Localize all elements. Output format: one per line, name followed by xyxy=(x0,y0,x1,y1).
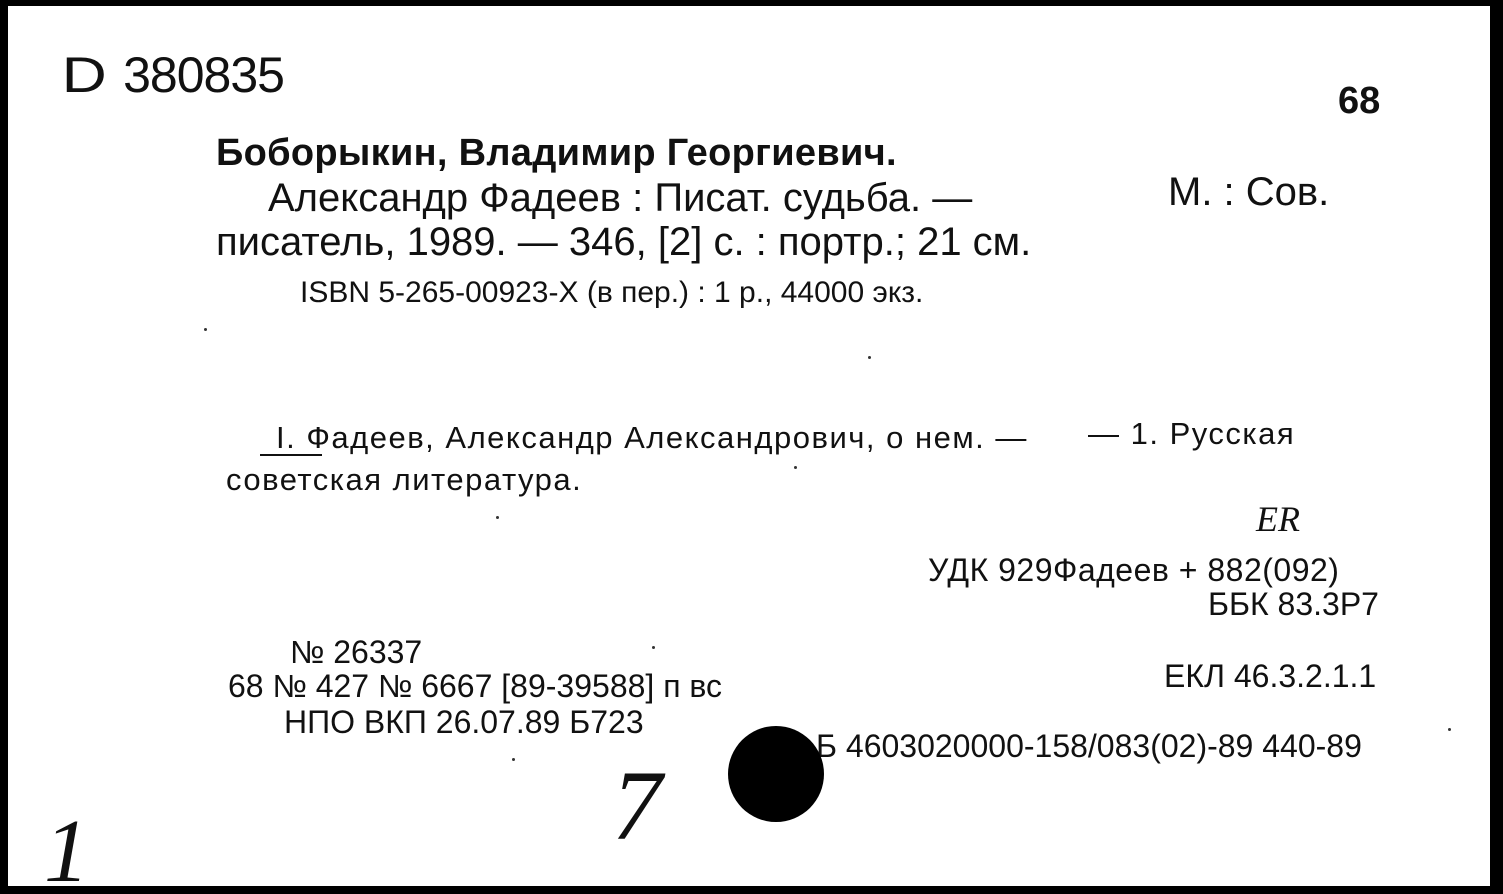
number-line: № 26337 xyxy=(290,634,423,670)
speck xyxy=(1448,728,1451,731)
handwritten-seven: 7 xyxy=(612,750,662,861)
handmark-number: 380835 xyxy=(123,47,284,103)
punch-hole xyxy=(728,726,824,822)
speck xyxy=(512,758,515,761)
title-line-2: писатель, 1989. — 346, [2] с. : портр.; 21 см. xyxy=(216,220,1032,264)
speck xyxy=(868,356,871,359)
speck xyxy=(652,646,655,649)
catalog-card xyxy=(8,6,1490,886)
bbk-code: ББК 83.3Р7 xyxy=(1208,586,1379,622)
title-line-1: Александр Фадеев : Писат. судьба. — xyxy=(268,176,973,220)
order-line: 68 № 427 № 6667 [89-39588] п вс xyxy=(228,668,723,704)
scan-border xyxy=(1490,0,1503,894)
speck xyxy=(794,466,797,469)
speck xyxy=(496,516,499,519)
author-heading: Боборыкин, Владимир Георгиевич. xyxy=(216,132,897,174)
subject-line-1-end: — 1. Русская xyxy=(1088,416,1296,451)
speck xyxy=(204,328,207,331)
subject-line-1: I. Фадеев, Александр Александрович, о нем. — xyxy=(276,420,1028,455)
ekl-code: ЕКЛ 46.3.2.1.1 xyxy=(1164,658,1377,694)
udk-code: УДК 929Фадеев + 882(092) xyxy=(928,552,1340,588)
handwritten-initials: ЕR xyxy=(1256,499,1300,539)
b-code: Б 4603020000-158/083(02)-89 440-89 xyxy=(816,728,1362,764)
handmark-letter: D xyxy=(61,47,106,103)
title-line-1-end: М. : Сов. xyxy=(1168,170,1330,214)
handwritten-catalog-mark xyxy=(61,46,284,104)
subject-line-2: советская литература. xyxy=(226,462,583,497)
npo-line: НПО ВКП 26.07.89 Б723 xyxy=(284,704,644,740)
isbn-line: ISBN 5-265-00923-X (в пер.) : 1 р., 44000 экз. xyxy=(300,276,924,309)
handwritten-one: 1 xyxy=(44,802,89,886)
page-number: 68 xyxy=(1338,80,1381,122)
